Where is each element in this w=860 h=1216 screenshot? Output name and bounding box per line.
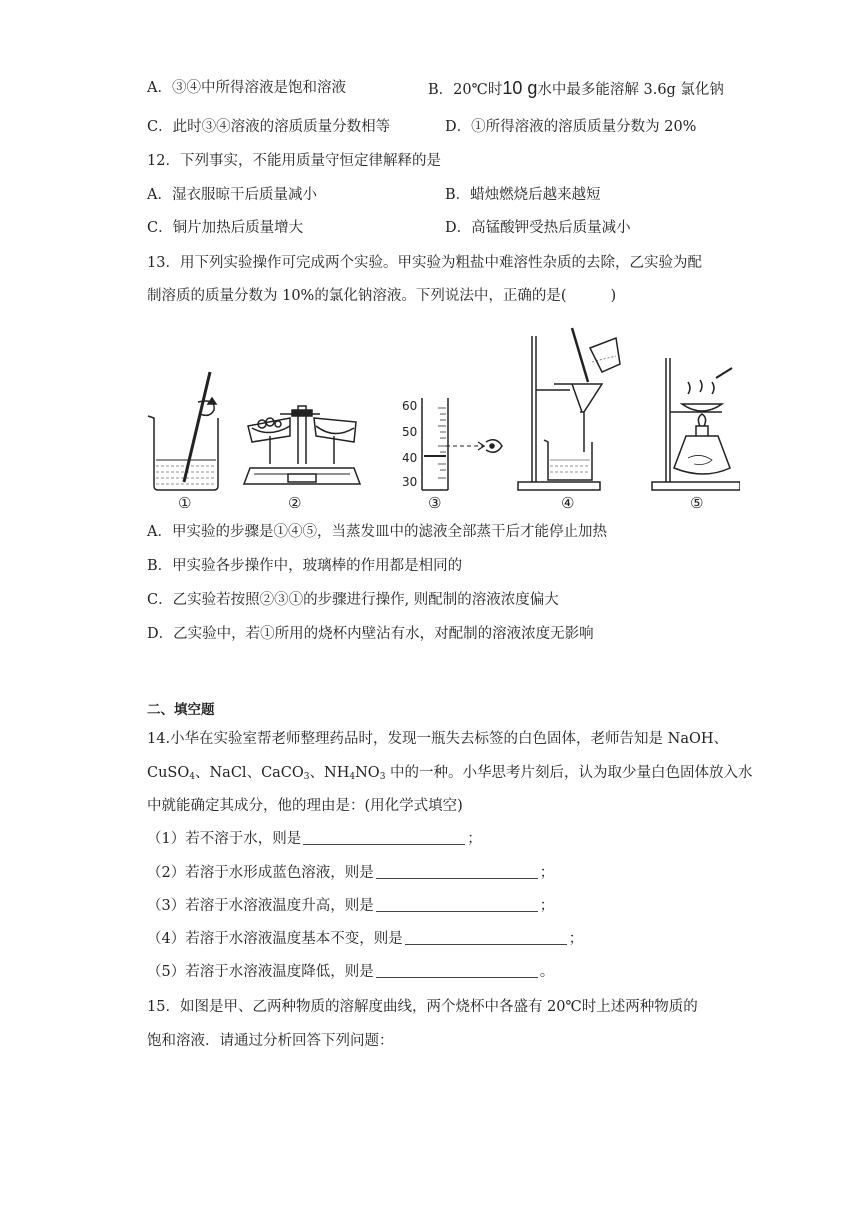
q14-item-5: （5）若溶于水溶液温度降低，则是 。 xyxy=(147,964,555,980)
answer-blank-5[interactable] xyxy=(376,963,538,978)
beaker-stirring-illustration xyxy=(148,372,218,490)
balance-illustration xyxy=(244,406,360,484)
figure-label-1: ① xyxy=(178,494,192,512)
q13-option-d: D．乙实验中，若①所用的烧杯内壁沾有水，对配制的溶液浓度无影响 xyxy=(147,626,594,642)
q14-stem-line2: CuSO$_4$、NaCl、CaCO$_3$、$NH_4NO_3$ 中的一种。小华思考片刻后，认为取少量白色固体放入水 xyxy=(147,765,753,782)
q13-option-b: B．甲实验各步操作中，玻璃棒的作用都是相同的 xyxy=(147,558,463,574)
filtration-illustration xyxy=(518,328,620,490)
q11-option-a: A．③④中所得溶液是饱和溶液 xyxy=(147,80,346,96)
q15-stem-line2: 饱和溶液．请通过分析回答下列问题： xyxy=(147,1033,394,1049)
q14-item-2: （2）若溶于水形成蓝色溶液，则是 ； xyxy=(147,865,555,881)
q12-option-d: D．高锰酸钾受热后质量减小 xyxy=(445,220,631,236)
evaporation-illustration xyxy=(652,358,740,490)
q14-item-1: （1）若不溶于水，则是 ； xyxy=(147,831,482,847)
q12-option-c: C．铜片加热后质量增大 xyxy=(147,220,304,236)
figure-label-4: ④ xyxy=(561,494,575,512)
q12-stem: 12．下列事实，不能用质量守恒定律解释的是 xyxy=(147,153,441,169)
graduated-cylinder-illustration xyxy=(422,398,502,490)
q12-option-a: A．湿衣服晾干后质量减小 xyxy=(147,187,317,203)
answer-blank-2[interactable] xyxy=(376,864,538,879)
apparatus-figure xyxy=(140,318,740,518)
q11-option-d: D．①所得溶液的溶质质量分数为 20% xyxy=(445,119,697,135)
cylinder-tick-60: 60 xyxy=(402,399,418,413)
answer-blank-3[interactable] xyxy=(376,897,538,912)
answer-blank-4[interactable] xyxy=(405,930,567,945)
q14-item-4: （4）若溶于水溶液温度基本不变，则是 ； xyxy=(147,931,584,947)
q15-stem-line1: 15．如图是甲、乙两种物质的溶解度曲线，两个烧杯中各盛有 20℃时上述两种物质的 xyxy=(147,999,698,1015)
q11-option-b: B．20℃时10 g水中最多能溶解 3.6g 氯化钠 xyxy=(428,78,724,98)
q14-stem-line3: 中就能确定其成分，他的理由是：(用化学式填空) xyxy=(147,798,463,814)
cylinder-tick-30: 30 xyxy=(402,475,418,489)
q13-option-c: C．乙实验若按照②③①的步骤进行操作, 则配制的溶液浓度偏大 xyxy=(147,592,559,608)
figure-label-5: ⑤ xyxy=(690,494,704,512)
cylinder-tick-50: 50 xyxy=(402,425,418,439)
figure-label-2: ② xyxy=(288,494,302,512)
q13-stem-line1: 13．用下列实验操作可完成两个实验。甲实验为粗盐中难溶性杂质的去除，乙实验为配 xyxy=(147,255,702,271)
q11-option-c: C．此时③④溶液的溶质质量分数相等 xyxy=(147,119,391,135)
cylinder-tick-40: 40 xyxy=(402,451,418,465)
q14-stem-line1: 14.小华在实验室帮老师整理药品时，发现一瓶失去标签的白色固体，老师告知是 NaOH、 xyxy=(147,731,729,747)
figure-label-3: ③ xyxy=(428,494,442,512)
q13-stem-line2: 制溶质的质量分数为 10%的氯化钠溶液。下列说法中，正确的是( ) xyxy=(147,288,617,304)
answer-blank-1[interactable] xyxy=(303,830,465,845)
q12-option-b: B．蜡烛燃烧后越来越短 xyxy=(445,187,601,203)
section-title: 二、填空题 xyxy=(147,702,215,718)
q13-option-a: A．甲实验的步骤是①④⑤，当蒸发皿中的滤液全部蒸干后才能停止加热 xyxy=(147,524,607,540)
q14-item-3: （3）若溶于水溶液温度升高，则是 ； xyxy=(147,898,555,914)
